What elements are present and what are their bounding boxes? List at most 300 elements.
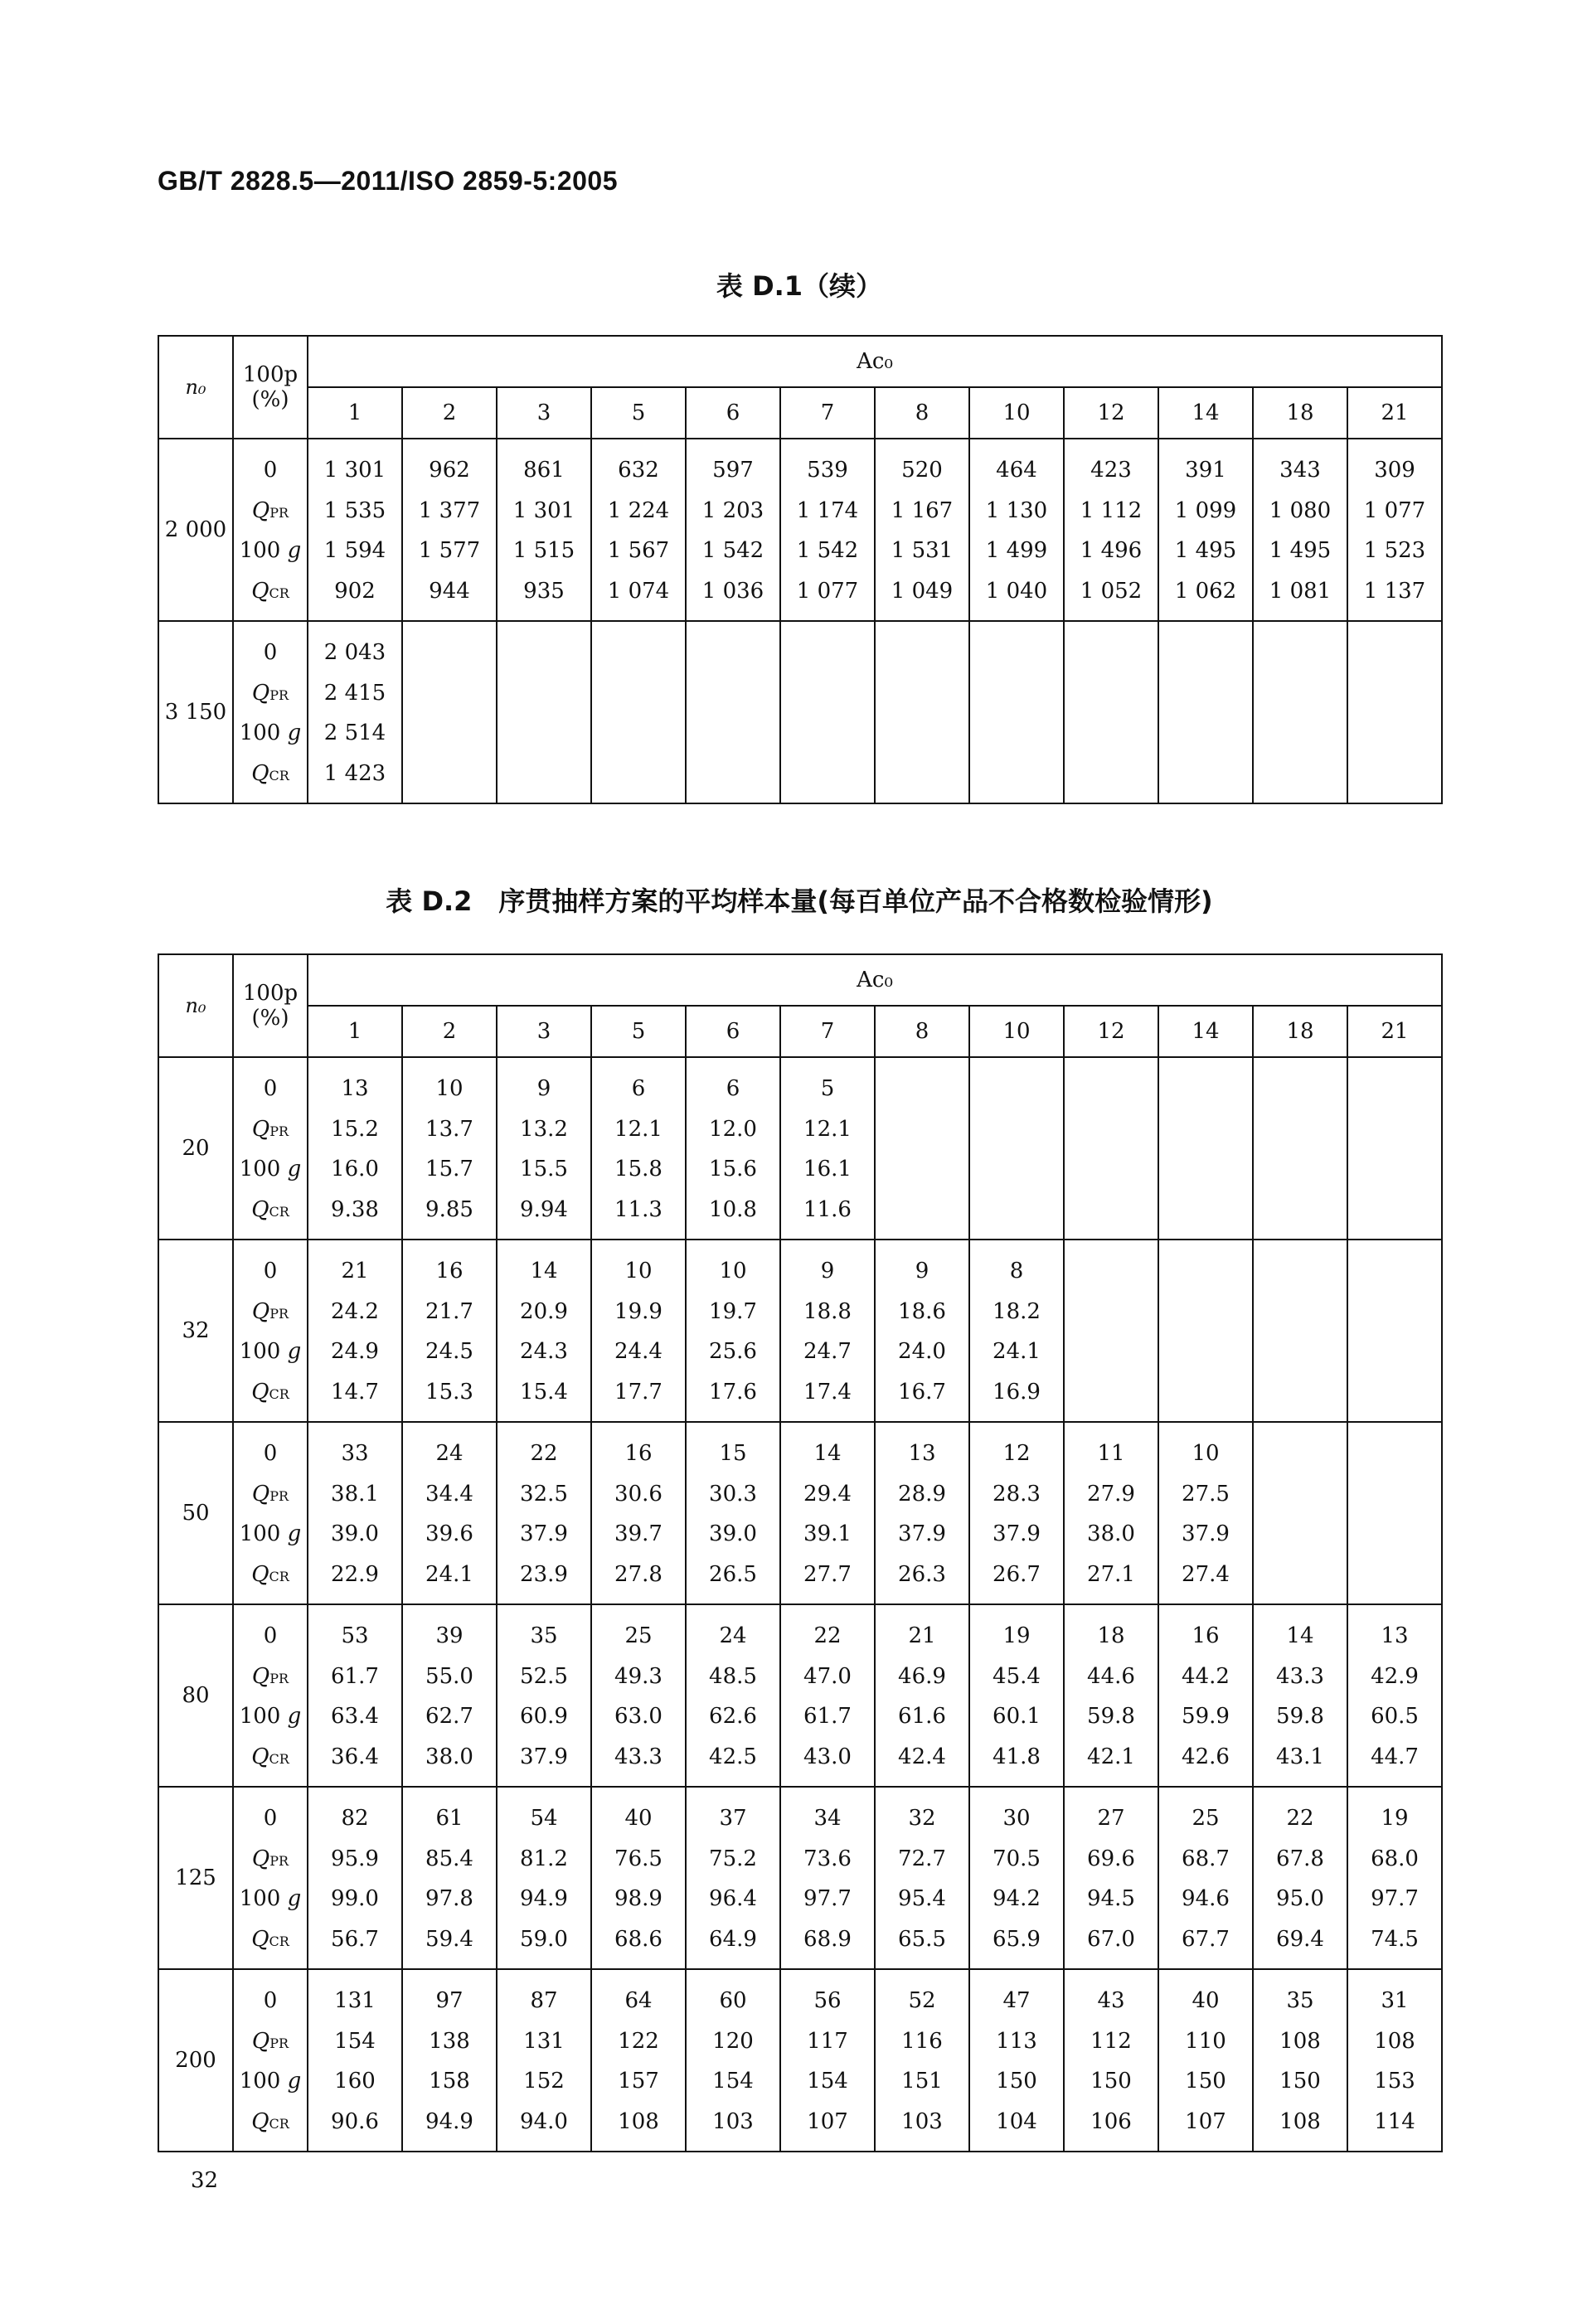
data-cell [308, 621, 402, 803]
cell-value: 39.0 [709, 1521, 757, 1546]
cell-value: 150 [996, 2069, 1037, 2094]
cell-value: 12.1 [803, 1116, 852, 1142]
cell-value: 43 [1097, 1988, 1125, 2013]
cell-value [1065, 1251, 1158, 1292]
cell-value [781, 754, 874, 794]
cell-value [1159, 1292, 1252, 1332]
cell-value: 32 [908, 1806, 936, 1831]
cell-value: 1 099 [1174, 497, 1237, 523]
cell-value: 902 [334, 578, 376, 604]
cell-value: 24 [719, 1623, 747, 1648]
ac-value-header: 2 [402, 387, 497, 439]
cell-value: 1 052 [1080, 578, 1143, 604]
cell-value: 122 [618, 2028, 659, 2054]
cell-value: 40 [624, 1806, 653, 1831]
data-cell [686, 1057, 780, 1240]
row-labels [233, 439, 308, 621]
table1-caption: 表 D.1（续） [716, 270, 883, 302]
row-label: QCR [251, 1926, 289, 1952]
cell-value: 150 [1279, 2069, 1321, 2094]
data-cell [308, 1604, 402, 1787]
cell-value: 30 [1002, 1806, 1031, 1831]
cell-value: 22 [530, 1441, 558, 1466]
cell-value: 18.8 [803, 1298, 852, 1324]
cell-value: 27.9 [1087, 1481, 1135, 1506]
cell-value: 154 [334, 2028, 376, 2054]
data-cell [497, 1422, 591, 1604]
cell-value: 112 [1090, 2028, 1132, 2054]
cell-value: 65.5 [898, 1926, 946, 1952]
cell-value: 9.85 [425, 1196, 473, 1222]
cell-value [1159, 633, 1252, 673]
cell-value: 150 [1090, 2069, 1132, 2094]
data-cell [1347, 1969, 1442, 2152]
cell-value: 935 [523, 578, 565, 604]
cell-value [970, 1069, 1063, 1109]
cell-value: 60.1 [993, 1704, 1041, 1729]
cell-value: 42.4 [898, 1744, 946, 1769]
row-label: 100 g [239, 1521, 302, 1546]
cell-value [1254, 1474, 1347, 1515]
cell-value: 90.6 [331, 2108, 379, 2134]
cell-value [876, 1149, 968, 1190]
cell-value: 45.4 [993, 1663, 1041, 1689]
cell-value: 1 542 [796, 538, 859, 563]
n0-column-header: n₀ [158, 954, 233, 1057]
cell-value: 120 [712, 2028, 754, 2054]
cell-value: 157 [618, 2069, 659, 2094]
cell-value: 37.9 [520, 1521, 568, 1546]
cell-value: 104 [996, 2108, 1037, 2134]
cell-value: 1 036 [701, 578, 764, 604]
cell-value [1065, 1109, 1158, 1150]
cell-value: 12.1 [614, 1116, 663, 1142]
ac-value-header: 8 [875, 387, 969, 439]
data-cell [591, 1240, 686, 1422]
cell-value [1254, 633, 1347, 673]
cell-value: 103 [712, 2108, 754, 2134]
data-cell [591, 1057, 686, 1240]
data-cell [875, 1240, 969, 1422]
data-cell [875, 1422, 969, 1604]
cell-value: 13 [1381, 1623, 1409, 1648]
cell-value: 39.6 [425, 1521, 473, 1546]
table-row [158, 1240, 1442, 1422]
cell-value: 152 [523, 2069, 565, 2094]
ac-value-header: 5 [591, 1006, 686, 1057]
cell-value: 38.0 [1087, 1521, 1135, 1546]
cell-value: 97.7 [803, 1886, 852, 1911]
cell-value: 24.1 [425, 1561, 473, 1587]
cell-value [876, 754, 968, 794]
cell-value: 16.1 [803, 1157, 852, 1181]
cell-value: 10 [719, 1259, 747, 1283]
cell-value [403, 673, 496, 714]
cell-value [1348, 1474, 1441, 1515]
cell-value: 27.1 [1087, 1561, 1135, 1587]
cell-value [1348, 1109, 1441, 1150]
cell-value: 1 077 [796, 578, 859, 604]
cell-value [1065, 1292, 1158, 1332]
data-cell [497, 621, 591, 803]
cell-value: 1 130 [985, 497, 1048, 523]
cell-value: 1 049 [891, 578, 954, 604]
cell-value: 39 [435, 1623, 464, 1648]
data-cell [1158, 1604, 1253, 1787]
cell-value: 24.4 [614, 1339, 663, 1364]
data-cell [1064, 1604, 1158, 1787]
cell-value: 107 [1185, 2108, 1226, 2134]
ac-value-header: 1 [308, 1006, 402, 1057]
cell-value: 1 224 [607, 497, 670, 523]
cell-value: 62.7 [425, 1704, 473, 1729]
cell-value [687, 713, 779, 754]
cell-value: 42.5 [709, 1744, 757, 1769]
row-label: 0 [263, 1988, 278, 2013]
cell-value: 26.3 [898, 1561, 946, 1587]
row-label: 0 [263, 1076, 278, 1101]
cell-value: 44.6 [1087, 1663, 1135, 1689]
cell-value: 61.7 [803, 1704, 852, 1729]
percent-header-top: 100p [242, 362, 298, 387]
cell-value: 1 077 [1363, 497, 1426, 523]
row-labels [233, 1057, 308, 1240]
cell-value [1159, 1190, 1252, 1230]
cell-value: 56.7 [331, 1926, 379, 1952]
cell-value: 6 [726, 1076, 740, 1101]
data-cell [969, 621, 1064, 803]
cell-value: 37.9 [993, 1521, 1041, 1546]
data-cell [969, 439, 1064, 621]
data-cell [402, 621, 497, 803]
cell-value: 62.6 [709, 1704, 757, 1729]
cell-value: 150 [1185, 2069, 1226, 2094]
cell-value [970, 1109, 1063, 1150]
cell-value: 131 [334, 1988, 376, 2013]
ac-value-header: 21 [1347, 387, 1442, 439]
cell-value: 15.8 [614, 1157, 663, 1181]
cell-value: 70.5 [993, 1846, 1041, 1871]
ac-value-header: 6 [686, 1006, 780, 1057]
cell-value: 15.3 [425, 1379, 473, 1405]
table-row [158, 1969, 1442, 2152]
data-cell [686, 1969, 780, 2152]
cell-value [876, 1109, 968, 1150]
cell-value [1348, 1332, 1441, 1372]
ac-value-header: 18 [1253, 1006, 1347, 1057]
cell-value: 110 [1185, 2028, 1226, 2054]
data-cell [780, 439, 875, 621]
data-cell [1064, 439, 1158, 621]
cell-value: 61 [435, 1806, 464, 1831]
cell-value: 11 [1097, 1441, 1125, 1466]
cell-value [687, 673, 779, 714]
row-label: 100 g [239, 538, 302, 563]
cell-value [970, 1149, 1063, 1190]
cell-value [876, 1069, 968, 1109]
cell-value [592, 633, 685, 673]
data-cell [780, 1787, 875, 1969]
cell-value: 53 [341, 1623, 369, 1648]
ac-value-header: 6 [686, 387, 780, 439]
header-row [158, 954, 1442, 1006]
cell-value: 94.2 [993, 1886, 1041, 1911]
cell-value: 97.8 [425, 1886, 473, 1911]
cell-value: 60 [719, 1988, 747, 2013]
percent-header-bottom: (%) [251, 1006, 289, 1031]
cell-value: 27 [1097, 1806, 1125, 1831]
row-label: QPR [251, 2028, 289, 2054]
cell-value [498, 713, 590, 754]
cell-value: 95.0 [1276, 1886, 1324, 1911]
row-label: QPR [251, 497, 289, 523]
ac-value-header: 3 [497, 387, 591, 439]
cell-value: 46.9 [898, 1663, 946, 1689]
cell-value: 15 [719, 1441, 747, 1466]
cell-value: 87 [530, 1988, 558, 2013]
cell-value: 28.9 [898, 1481, 946, 1506]
cell-value: 11.6 [803, 1196, 852, 1222]
cell-value: 464 [996, 458, 1037, 483]
data-cell [686, 439, 780, 621]
cell-value: 1 112 [1080, 497, 1143, 523]
data-cell [780, 1240, 875, 1422]
cell-value [1348, 1292, 1441, 1332]
cell-value: 15.2 [331, 1116, 379, 1142]
cell-value: 47.0 [803, 1663, 852, 1689]
cell-value: 99.0 [331, 1886, 379, 1911]
cell-value: 1 495 [1174, 538, 1237, 563]
cell-value: 1 167 [891, 497, 954, 523]
table-row [158, 621, 1442, 803]
data-cell [1253, 439, 1347, 621]
cell-value: 27.4 [1182, 1561, 1230, 1587]
data-cell [1347, 1240, 1442, 1422]
cell-value [403, 713, 496, 754]
cell-value: 18.6 [898, 1298, 946, 1324]
cell-value: 160 [334, 2069, 376, 2094]
cell-value: 39.0 [331, 1521, 379, 1546]
data-cell [686, 1240, 780, 1422]
ac-value-header: 14 [1158, 387, 1253, 439]
row-label: QPR [251, 1846, 289, 1871]
cell-value: 9 [915, 1259, 929, 1283]
data-cell [780, 1422, 875, 1604]
data-cell [1064, 1422, 1158, 1604]
ac-value-header: 10 [969, 1006, 1064, 1057]
data-cell [969, 1604, 1064, 1787]
ac-value-header: 8 [875, 1006, 969, 1057]
cell-value: 21 [341, 1259, 369, 1283]
cell-value: 39.7 [614, 1521, 663, 1546]
cell-value [1254, 1555, 1347, 1595]
cell-value: 25 [624, 1623, 653, 1648]
cell-value: 13.7 [425, 1116, 473, 1142]
cell-value: 2 514 [323, 720, 386, 745]
data-cell [497, 1057, 591, 1240]
ac-value-header: 1 [308, 387, 402, 439]
cell-value: 1 594 [323, 538, 386, 563]
cell-value: 37.9 [1182, 1521, 1230, 1546]
cell-value: 68.7 [1182, 1846, 1230, 1871]
cell-value: 1 542 [701, 538, 764, 563]
data-cell [1158, 621, 1253, 803]
row-label: 0 [263, 640, 278, 665]
row-label: 100 g [239, 1339, 302, 1364]
cell-value: 40 [1192, 1988, 1220, 2013]
cell-value: 15.6 [709, 1157, 757, 1181]
cell-value [781, 673, 874, 714]
percent-header-bottom: (%) [251, 387, 289, 412]
cell-value [1159, 673, 1252, 714]
cell-value: 41.8 [993, 1744, 1041, 1769]
cell-value [1254, 673, 1347, 714]
cell-value: 10 [435, 1076, 464, 1101]
cell-value: 82 [341, 1806, 369, 1831]
cell-value [970, 754, 1063, 794]
n0-column-header: n₀ [158, 336, 233, 439]
cell-value: 38.1 [331, 1481, 379, 1506]
cell-value: 97.7 [1371, 1886, 1419, 1911]
cell-value: 16.9 [993, 1379, 1041, 1405]
cell-value: 95.4 [898, 1886, 946, 1911]
data-cell [497, 1787, 591, 1969]
cell-value: 16 [1192, 1623, 1220, 1648]
data-cell [1253, 1969, 1347, 2152]
row-labels [233, 621, 308, 803]
cell-value: 131 [523, 2028, 565, 2054]
cell-value [1254, 1109, 1347, 1150]
data-cell [1158, 1240, 1253, 1422]
row-label: 100 g [239, 720, 302, 745]
cell-value: 1 301 [323, 458, 386, 483]
cell-value: 1 495 [1269, 538, 1332, 563]
cell-value: 52 [908, 1988, 936, 2013]
cell-value: 13 [908, 1441, 936, 1466]
data-cell [1158, 439, 1253, 621]
cell-value [498, 633, 590, 673]
cell-value: 27.7 [803, 1561, 852, 1587]
row-label: QCR [251, 1561, 289, 1587]
cell-value [592, 754, 685, 794]
cell-value: 98.9 [614, 1886, 663, 1911]
cell-value [876, 633, 968, 673]
cell-value: 24.5 [425, 1339, 473, 1364]
cell-value: 1 080 [1269, 497, 1332, 523]
cell-value: 154 [712, 2069, 754, 2094]
cell-value: 15.7 [425, 1157, 473, 1181]
row-label: 0 [263, 1806, 278, 1831]
cell-value: 14 [813, 1441, 842, 1466]
cell-value [970, 713, 1063, 754]
cell-value: 97 [435, 1988, 464, 2013]
data-cell [1347, 439, 1442, 621]
cell-value: 54 [530, 1806, 558, 1831]
cell-value: 11.3 [614, 1196, 663, 1222]
data-cell [875, 1057, 969, 1240]
cell-value: 48.5 [709, 1663, 757, 1689]
ac-value-header: 10 [969, 387, 1064, 439]
cell-value: 1 377 [418, 497, 481, 523]
cell-value [403, 754, 496, 794]
cell-value [1065, 713, 1158, 754]
cell-value: 69.4 [1276, 1926, 1324, 1952]
cell-value [1254, 1292, 1347, 1332]
cell-value: 9.94 [520, 1196, 568, 1222]
cell-value: 32.5 [520, 1481, 568, 1506]
cell-value: 12.0 [709, 1116, 757, 1142]
row-label: QPR [251, 1663, 289, 1689]
n0-value: 2 000 [158, 439, 233, 621]
row-label: 0 [263, 1259, 278, 1283]
cell-value: 75.2 [709, 1846, 757, 1871]
cell-value: 17.6 [709, 1379, 757, 1405]
cell-value: 103 [901, 2108, 943, 2134]
cell-value: 68.0 [1371, 1846, 1419, 1871]
cell-value: 30.3 [709, 1481, 757, 1506]
n0-value: 50 [158, 1422, 233, 1604]
cell-value: 18.2 [993, 1298, 1041, 1324]
cell-value: 108 [1279, 2108, 1321, 2134]
cell-value: 26.5 [709, 1561, 757, 1587]
cell-value: 63.4 [331, 1704, 379, 1729]
row-labels [233, 1969, 308, 2152]
data-cell [591, 439, 686, 621]
cell-value: 1 062 [1174, 578, 1237, 604]
data-cell [591, 621, 686, 803]
cell-value: 6 [631, 1076, 646, 1101]
ac-value-header: 7 [780, 387, 875, 439]
cell-value: 43.0 [803, 1744, 852, 1769]
cell-value: 65.9 [993, 1926, 1041, 1952]
cell-value: 34.4 [425, 1481, 473, 1506]
row-label: QPR [251, 1116, 289, 1142]
cell-value: 23.9 [520, 1561, 568, 1587]
cell-value: 20.9 [520, 1298, 568, 1324]
row-label: QCR [251, 1744, 289, 1769]
data-cell [875, 439, 969, 621]
data-cell [1253, 1240, 1347, 1422]
row-labels [233, 1240, 308, 1422]
cell-value [1348, 1149, 1441, 1190]
cell-value: 423 [1090, 458, 1132, 483]
cell-value: 117 [807, 2028, 848, 2054]
cell-value: 37.9 [898, 1521, 946, 1546]
cell-value [1254, 1069, 1347, 1109]
cell-value: 19 [1002, 1623, 1031, 1648]
cell-value: 47 [1002, 1988, 1031, 2013]
cell-value: 16 [624, 1441, 653, 1466]
cell-value [1065, 1332, 1158, 1372]
data-cell [875, 1787, 969, 1969]
ac-value-header: 12 [1064, 1006, 1158, 1057]
cell-value [970, 633, 1063, 673]
data-cell [402, 1969, 497, 2152]
cell-value [1348, 713, 1441, 754]
cell-value [1348, 1251, 1441, 1292]
cell-value: 1 081 [1269, 578, 1332, 604]
data-cell [402, 439, 497, 621]
row-label: QCR [251, 760, 289, 786]
row-label: QCR [251, 1196, 289, 1222]
table-row [158, 1787, 1442, 1969]
cell-value: 9 [536, 1076, 551, 1101]
cell-value: 2 415 [323, 680, 386, 706]
ac-column-header: Ac₀ [308, 954, 1442, 1006]
n0-value: 125 [158, 1787, 233, 1969]
cell-value: 10 [1192, 1441, 1220, 1466]
cell-value [1159, 713, 1252, 754]
